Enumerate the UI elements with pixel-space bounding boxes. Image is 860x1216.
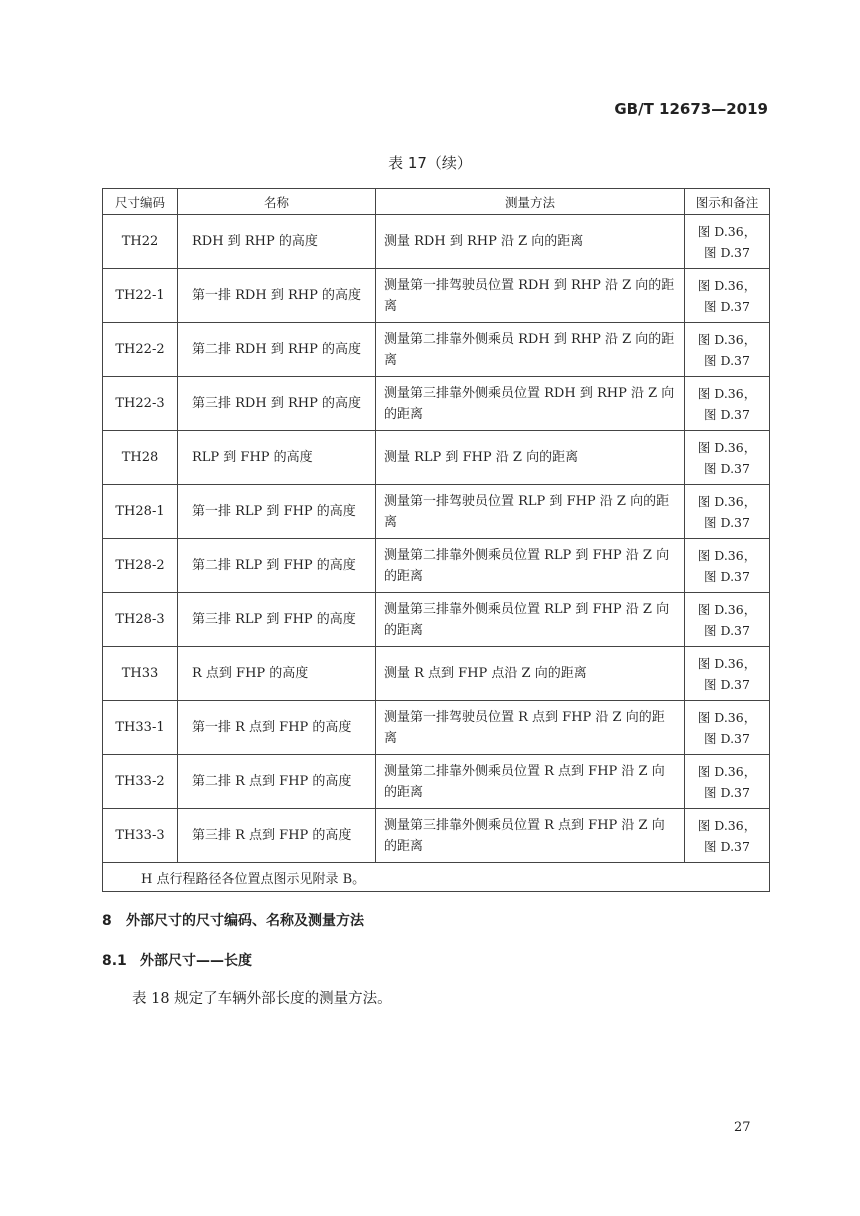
figure-ref-secondary: 图 D.37 <box>704 676 750 692</box>
section-title: 外部尺寸——长度 <box>140 953 252 969</box>
table-footnote-row <box>103 863 770 892</box>
measurement-method: 测量第三排靠外侧乘员位置 RLP 到 FHP 沿 Z 向的距离 <box>376 593 685 647</box>
figure-ref-primary: 图 D.36， <box>697 331 757 347</box>
table-row <box>103 755 770 809</box>
dimension-code: TH22-2 <box>103 323 178 377</box>
dimension-code: TH33-2 <box>103 755 178 809</box>
figure-ref-secondary: 图 D.37 <box>704 622 750 638</box>
dimension-name: 第二排 RLP 到 FHP 的高度 <box>178 539 376 593</box>
section-title: 外部尺寸的尺寸编码、名称及测量方法 <box>126 913 364 929</box>
figure-ref-primary: 图 D.36， <box>697 277 757 293</box>
figure-ref-primary: 图 D.36， <box>697 385 757 401</box>
table-row <box>103 377 770 431</box>
figure-ref-secondary: 图 D.37 <box>704 244 750 260</box>
dimension-name: R 点到 FHP 的高度 <box>178 647 376 701</box>
dimension-code: TH28-2 <box>103 539 178 593</box>
table-row <box>103 647 770 701</box>
page-number: 27 <box>734 1120 751 1135</box>
figure-ref-primary: 图 D.36， <box>697 493 757 509</box>
column-header-name: 名称 <box>178 189 376 215</box>
table-header-row <box>103 189 770 215</box>
table-row <box>103 593 770 647</box>
figure-ref-secondary: 图 D.37 <box>704 784 750 800</box>
figure-ref-primary: 图 D.36， <box>697 709 757 725</box>
section-number: 8 <box>102 913 112 929</box>
table-row <box>103 431 770 485</box>
column-header-code: 尺寸编码 <box>103 189 178 215</box>
figure-ref-secondary: 图 D.37 <box>704 298 750 314</box>
dimension-code: TH22-3 <box>103 377 178 431</box>
dimension-table <box>102 188 770 892</box>
figure-ref-primary: 图 D.36， <box>697 763 757 779</box>
figure-ref-primary: 图 D.36， <box>697 817 757 833</box>
standard-code: GB/T 12673—2019 <box>614 100 768 118</box>
measurement-method: 测量第一排驾驶员位置 RDH 到 RHP 沿 Z 向的距离 <box>376 269 685 323</box>
dimension-code: TH28-3 <box>103 593 178 647</box>
figure-reference <box>685 647 770 701</box>
table-row <box>103 485 770 539</box>
figure-reference <box>685 539 770 593</box>
figure-ref-secondary: 图 D.37 <box>704 568 750 584</box>
table-row <box>103 215 770 269</box>
dimension-code: TH33 <box>103 647 178 701</box>
dimension-code: TH33-3 <box>103 809 178 863</box>
figure-reference <box>685 269 770 323</box>
dimension-name: RLP 到 FHP 的高度 <box>178 431 376 485</box>
table-caption: 表 17（续） <box>388 154 472 172</box>
measurement-method: 测量 RDH 到 RHP 沿 Z 向的距离 <box>376 215 685 269</box>
figure-reference <box>685 593 770 647</box>
column-header-figure: 图示和备注 <box>685 189 770 215</box>
figure-ref-primary: 图 D.36， <box>697 547 757 563</box>
figure-ref-secondary: 图 D.37 <box>704 352 750 368</box>
table-row <box>103 809 770 863</box>
figure-ref-primary: 图 D.36， <box>697 655 757 671</box>
figure-ref-secondary: 图 D.37 <box>704 406 750 422</box>
measurement-method: 测量第二排靠外侧乘员位置 R 点到 FHP 沿 Z 向的距离 <box>376 755 685 809</box>
table-row <box>103 701 770 755</box>
dimension-name: 第三排 R 点到 FHP 的高度 <box>178 809 376 863</box>
figure-ref-primary: 图 D.36， <box>697 601 757 617</box>
measurement-method: 测量第一排驾驶员位置 RLP 到 FHP 沿 Z 向的距离 <box>376 485 685 539</box>
figure-ref-primary: 图 D.36， <box>697 223 757 239</box>
figure-reference <box>685 485 770 539</box>
measurement-method: 测量第一排驾驶员位置 R 点到 FHP 沿 Z 向的距离 <box>376 701 685 755</box>
dimension-name: 第三排 RDH 到 RHP 的高度 <box>178 377 376 431</box>
figure-reference <box>685 215 770 269</box>
figure-reference <box>685 377 770 431</box>
dimension-name: 第二排 RDH 到 RHP 的高度 <box>178 323 376 377</box>
dimension-name: 第一排 RLP 到 FHP 的高度 <box>178 485 376 539</box>
dimension-code: TH33-1 <box>103 701 178 755</box>
section-heading-8-1 <box>102 950 252 970</box>
table-row <box>103 323 770 377</box>
measurement-method: 测量 RLP 到 FHP 沿 Z 向的距离 <box>376 431 685 485</box>
figure-reference <box>685 701 770 755</box>
dimension-name: 第二排 R 点到 FHP 的高度 <box>178 755 376 809</box>
dimension-code: TH28 <box>103 431 178 485</box>
figure-reference <box>685 809 770 863</box>
table-footnote: H 点行程路径各位置点图示见附录 B。 <box>103 863 770 892</box>
figure-ref-secondary: 图 D.37 <box>704 838 750 854</box>
measurement-method: 测量第三排靠外侧乘员位置 R 点到 FHP 沿 Z 向的距离 <box>376 809 685 863</box>
column-header-method: 测量方法 <box>376 189 685 215</box>
table-row <box>103 269 770 323</box>
figure-ref-secondary: 图 D.37 <box>704 514 750 530</box>
measurement-method: 测量 R 点到 FHP 点沿 Z 向的距离 <box>376 647 685 701</box>
measurement-method: 测量第二排靠外侧乘员位置 RLP 到 FHP 沿 Z 向的距离 <box>376 539 685 593</box>
dimension-name: 第三排 RLP 到 FHP 的高度 <box>178 593 376 647</box>
dimension-code: TH28-1 <box>103 485 178 539</box>
figure-ref-secondary: 图 D.37 <box>704 730 750 746</box>
section-heading-8 <box>102 910 364 930</box>
dimension-code: TH22 <box>103 215 178 269</box>
body-paragraph: 表 18 规定了车辆外部长度的测量方法。 <box>132 991 392 1007</box>
dimension-name: RDH 到 RHP 的高度 <box>178 215 376 269</box>
figure-reference <box>685 431 770 485</box>
dimension-code: TH22-1 <box>103 269 178 323</box>
dimension-name: 第一排 R 点到 FHP 的高度 <box>178 701 376 755</box>
figure-ref-primary: 图 D.36， <box>697 439 757 455</box>
measurement-method: 测量第二排靠外侧乘员 RDH 到 RHP 沿 Z 向的距离 <box>376 323 685 377</box>
figure-reference <box>685 323 770 377</box>
dimension-name: 第一排 RDH 到 RHP 的高度 <box>178 269 376 323</box>
table-row <box>103 539 770 593</box>
figure-ref-secondary: 图 D.37 <box>704 460 750 476</box>
section-number: 8.1 <box>102 953 127 969</box>
figure-reference <box>685 755 770 809</box>
measurement-method: 测量第三排靠外侧乘员位置 RDH 到 RHP 沿 Z 向的距离 <box>376 377 685 431</box>
